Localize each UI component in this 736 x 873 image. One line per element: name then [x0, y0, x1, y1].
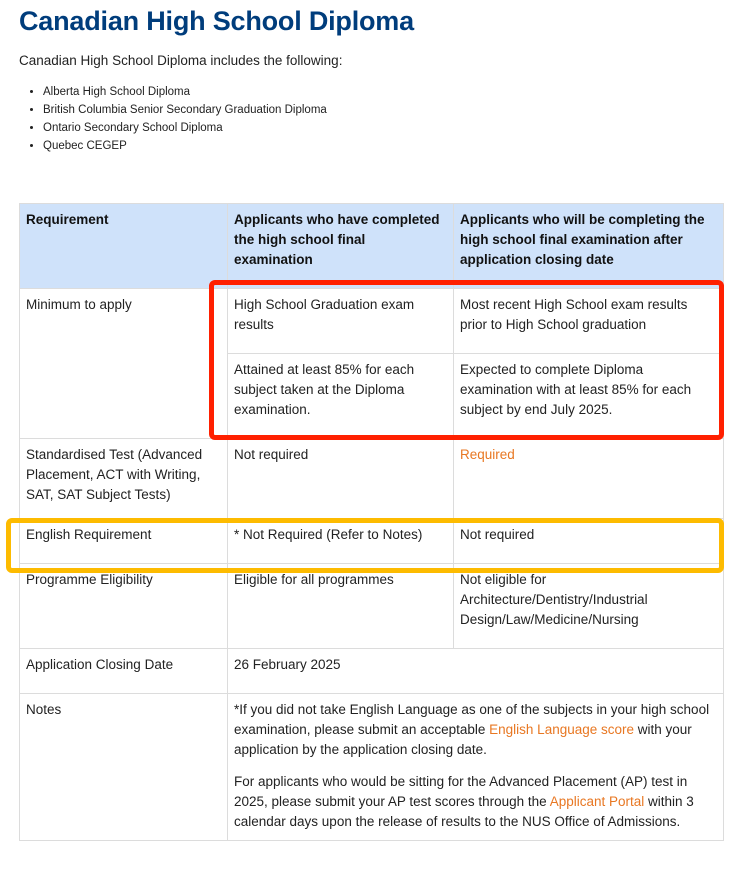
cell-notes: [228, 694, 724, 841]
row-label-notes: Notes: [20, 694, 228, 841]
cell-eligibility-completing: Not eligible for Architecture/Dentistry/Industrial Design/Law/Medicine/Nursing: [454, 564, 724, 649]
cell-minimum-completing-1: Most recent High School exam results prior to High School graduation: [454, 289, 724, 354]
list-item: • Quebec CEGEP: [43, 137, 327, 155]
cell-standardised-completed: Not required: [228, 439, 454, 519]
table-row: [20, 439, 724, 519]
applicant-portal-link[interactable]: Applicant Portal: [549, 794, 645, 809]
table-header-row: [20, 204, 724, 289]
row-label-minimum: Minimum to apply: [20, 289, 228, 439]
row-label-standardised: Standardised Test (Advanced Placement, ACT with Writing, SAT, SAT Subject Tests): [20, 439, 228, 519]
english-language-score-link[interactable]: English Language score: [489, 722, 635, 737]
table-row: [20, 694, 724, 841]
row-label-eligibility: Programme Eligibility: [20, 564, 228, 649]
table-row: [20, 564, 724, 649]
table-row: [20, 649, 724, 694]
list-item: • Ontario Secondary School Diploma: [43, 119, 327, 137]
header-requirement: Requirement: [20, 204, 228, 289]
cell-minimum-completed-2: Attained at least 85% for each subject taken at the Diploma examination.: [228, 354, 454, 439]
cell-english-completing: Not required: [454, 519, 724, 564]
list-item: • British Columbia Senior Secondary Graduation Diploma: [43, 101, 327, 119]
table-row: [20, 289, 724, 354]
list-item: • Alberta High School Diploma: [43, 83, 327, 101]
cell-minimum-completing-2: Expected to complete Diploma examination with at least 85% for each subject by end July 2025.: [454, 354, 724, 439]
header-completed: Applicants who have completed the high school final examination: [228, 204, 454, 289]
diploma-list: [24, 83, 327, 155]
table-row: [20, 519, 724, 564]
note-text: For applicants who would be sitting for the Advanced Placement (AP) test in 2025, please submit your AP test scores through the: [234, 774, 688, 809]
cell-closing-date: 26 February 2025: [228, 649, 724, 694]
note-text: *If you did not take English Language as one of the subjects in your high school examination, please submit an acceptable: [234, 702, 710, 737]
cell-minimum-completed-1: High School Graduation exam results: [228, 289, 454, 354]
note-text: with your application by the application closing date.: [234, 722, 692, 757]
cell-english-completed: * Not Required (Refer to Notes): [228, 519, 454, 564]
header-completing: Applicants who will be completing the high school final examination after application closing date: [454, 204, 724, 289]
note-ap-test: [234, 772, 717, 832]
note-english: [234, 700, 717, 760]
requirements-table: [19, 203, 724, 841]
note-text: within 3 calendar days upon the release of results to the NUS Office of Admissions.: [234, 794, 694, 829]
cell-eligibility-completed: Eligible for all programmes: [228, 564, 454, 649]
cell-standardised-completing: Required: [454, 439, 724, 519]
intro-text: Canadian High School Diploma includes the following:: [19, 53, 343, 68]
row-label-closing: Application Closing Date: [20, 649, 228, 694]
page-title: Canadian High School Diploma: [19, 6, 414, 36]
row-label-english: English Requirement: [20, 519, 228, 564]
